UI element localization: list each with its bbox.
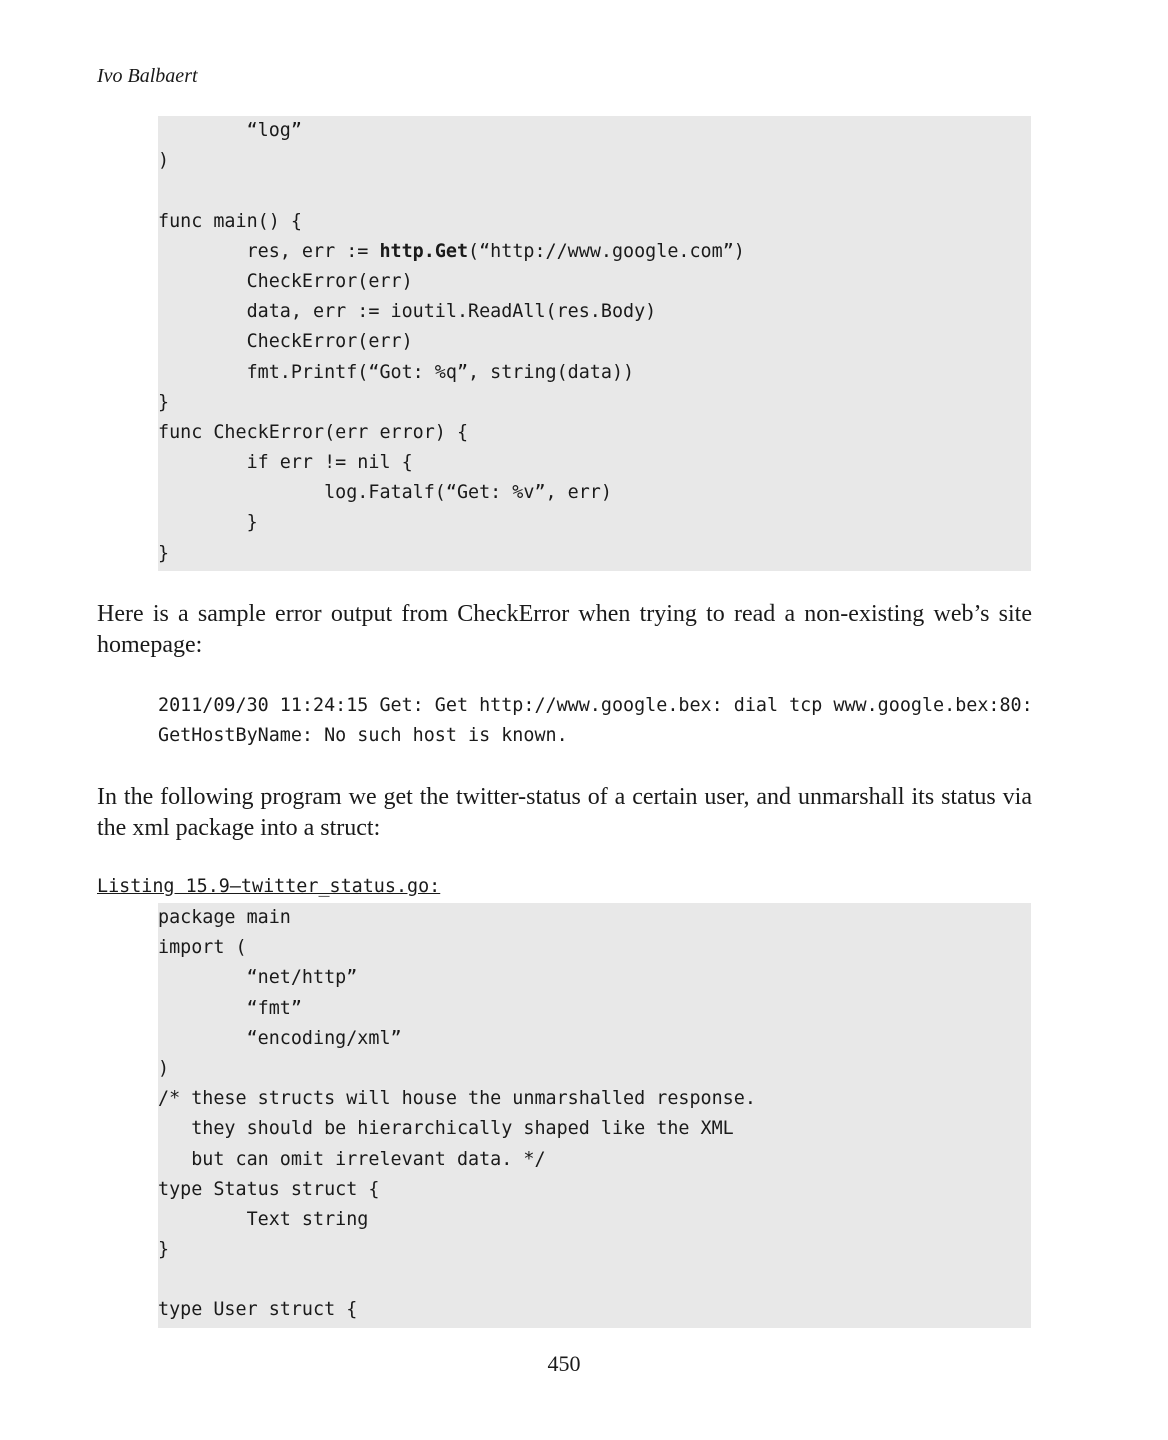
body-paragraph: Here is a sample error output from CheckError when trying to read a non-existing web’s site homepage:	[97, 601, 1032, 658]
output-line: 2011/09/30 11:24:15 Get: Get http://www.google.bex: dial tcp www.google.bex:80:	[158, 695, 1033, 716]
code-line: func CheckError(err error) {	[158, 421, 469, 443]
code-line: but can omit irrelevant data. */	[158, 1148, 546, 1170]
code-line: )	[158, 150, 170, 172]
code-line: CheckError(err)	[158, 331, 413, 353]
code-line: package main	[158, 907, 291, 928]
code-line: if err != nil {	[158, 452, 413, 474]
code-line	[158, 176, 1031, 206]
code-line: func main() {	[158, 210, 302, 232]
code-line: )	[158, 1057, 170, 1079]
running-header-author: Ivo Balbaert	[97, 65, 198, 87]
code-line: import (	[158, 937, 247, 959]
code-block-http-get	[158, 116, 1031, 571]
code-line: “fmt”	[158, 997, 302, 1019]
code-line: they should be hierarchically shaped like the XML	[158, 1118, 734, 1140]
page-number: 450	[547, 1351, 581, 1376]
code-line: log.Fatalf(“Get: %v”, err)	[158, 482, 612, 504]
code-bold-call: http.Get	[379, 240, 469, 262]
code-line: Text string	[158, 1208, 369, 1230]
code-block-twitter-status	[158, 903, 1031, 1328]
code-line: }	[158, 1239, 170, 1261]
code-line: “log”	[158, 120, 302, 141]
code-line: data, err := ioutil.ReadAll(res.Body)	[158, 301, 657, 323]
error-output-block	[158, 691, 1033, 751]
code-line: type User struct {	[158, 1299, 358, 1321]
code-line: fmt.Printf(“Got: %q”, string(data))	[158, 361, 635, 383]
listing-caption: Listing 15.9—twitter_status.go:	[97, 876, 441, 897]
code-line: }	[158, 391, 170, 413]
code-line: CheckError(err)	[158, 270, 413, 292]
code-line: }	[158, 512, 258, 534]
code-text: res, err :=	[158, 240, 380, 262]
body-paragraph: In the following program we get the twitter-status of a certain user, and unmarshall its status via the xml package into a struct:	[97, 784, 1032, 841]
code-line: “encoding/xml”	[158, 1027, 402, 1049]
code-line: }	[158, 542, 170, 564]
code-line	[158, 1265, 1031, 1295]
code-line-http-get	[158, 237, 1031, 267]
code-text: (“http://www.google.com”)	[468, 240, 745, 262]
code-line: “net/http”	[158, 967, 358, 989]
code-line: type Status struct {	[158, 1178, 380, 1200]
output-line: GetHostByName: No such host is known.	[158, 725, 568, 747]
code-line: /* these structs will house the unmarshalled response.	[158, 1088, 756, 1110]
